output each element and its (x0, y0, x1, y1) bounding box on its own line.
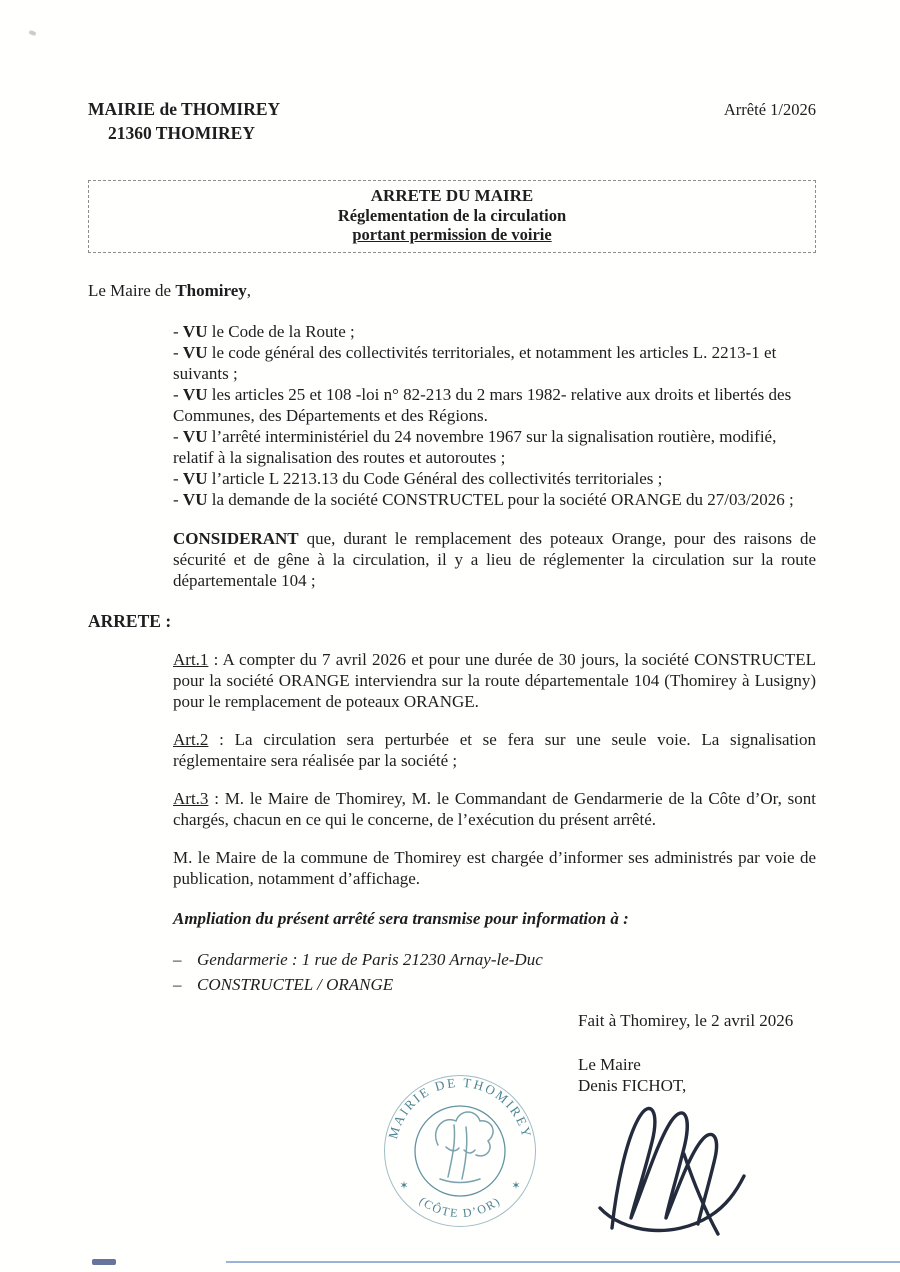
arrete-heading-label: ARRETE (88, 611, 161, 631)
intro-prefix: Le Maire de (88, 281, 176, 300)
vu-text: l’article L 2213.13 du Code Général des collectivités territoriales ; (207, 469, 663, 488)
stamp-star-right: ✶ (511, 1180, 521, 1192)
ampliation-heading: Ampliation du présent arrêté sera transmise pour information à : (173, 909, 629, 928)
title-line-3: portant permission de voirie (352, 225, 552, 244)
vu-text: le code général des collectivités territoriales, et notamment les articles L. 2213-1 et suivants ; (173, 343, 777, 383)
issuer-name: MAIRIE de THOMIREY (88, 99, 281, 119)
issuer-block (88, 98, 280, 144)
vu-dash: - (173, 490, 183, 509)
considerant-text: que, durant le remplacement des poteaux Orange, pour des raisons de sécurité et de gêne à la circulation, il y a lieu de réglementer la circulation sur la route départementale 104 ; (173, 529, 816, 590)
intro-suffix: , (246, 281, 252, 300)
vu-item (173, 489, 816, 510)
article-2-label: Art.2 (173, 730, 209, 749)
municipal-stamp (381, 1072, 539, 1230)
intro-line (88, 280, 816, 301)
vu-item (173, 384, 816, 426)
place-date-line: Fait à Thomirey, le 2 avril 2026 (578, 1011, 794, 1030)
article-3-separator: : (208, 789, 225, 808)
vu-dash: - (173, 385, 183, 404)
signer-role: Le Maire (578, 1055, 641, 1074)
vu-label: VU (182, 427, 208, 446)
vu-list (173, 321, 816, 510)
vu-item (173, 342, 816, 384)
article-3 (173, 788, 816, 830)
title-line-2: Réglementation de la circulation (337, 206, 567, 225)
ampliation-item-text: CONSTRUCTEL / ORANGE (197, 975, 394, 994)
article-1-text: A compter du 7 avril 2026 et pour une durée de 30 jours, la société CONSTRUCTEL pour la société ORANGE interviendra sur la route départementale 104 (Thomirey à Lusigny) pour le remplacement de poteaux ORANGE. (173, 650, 816, 711)
vu-label: VU (182, 322, 208, 341)
publication-paragraph: M. le Maire de la commune de Thomirey est chargée d’informer ses administrés par voie de publication, notamment d’affichage. (173, 848, 816, 888)
arrete-heading (88, 611, 816, 632)
title-line-1: ARRETE DU MAIRE (370, 186, 534, 205)
decree-reference: Arrêté 1/2026 (723, 100, 816, 119)
ampliation-item-text: Gendarmerie : 1 rue de Paris 21230 Arnay-le-Duc (197, 950, 543, 969)
stamp-arc-top-text: MAIRIE DE THOMIREY (385, 1074, 535, 1141)
vu-dash: - (173, 427, 183, 446)
article-2-separator: : (208, 730, 235, 749)
vu-text: l’arrêté interministériel du 24 novembre 1967 sur la signalisation routière, modifié, relatif à la signalisation des routes et autoroutes ; (173, 427, 777, 467)
document-content (88, 98, 816, 1096)
intro-commune-name: Thomirey (175, 281, 247, 300)
scan-artifact-speck (29, 30, 37, 36)
vu-text: la demande de la société CONSTRUCTEL pour la société ORANGE du 27/03/2026 ; (207, 490, 794, 509)
ampliation-item (173, 972, 816, 997)
article-1-label: Art.1 (173, 650, 209, 669)
vu-dash: - (173, 322, 183, 341)
vu-label: VU (182, 385, 208, 404)
vu-dash: - (173, 469, 183, 488)
scan-artifact-line (226, 1261, 900, 1263)
signature-scribble (586, 1090, 756, 1240)
vu-text: les articles 25 et 108 -loi n° 82-213 du 2 mars 1982- relative aux droits et libertés des Communes, des Départements et des Régions. (173, 385, 792, 425)
title-box (88, 180, 816, 253)
vu-item (173, 468, 816, 489)
stamp-emblem (436, 1112, 493, 1183)
issuer-postal: 21360 THOMIREY (108, 123, 255, 143)
svg-text:MAIRIE DE THOMIREY (385, 1075, 535, 1141)
svg-text:(CÔTE D’OR) (417, 1194, 504, 1221)
scan-artifact-mark (92, 1259, 116, 1265)
signature-stroke-main (612, 1108, 717, 1228)
article-1 (173, 649, 816, 712)
article-3-text: M. le Maire de Thomirey, M. le Commandant de Gendarmerie de la Côte d’Or, sont chargés, chacun en ce qui le concerne, de l’exécution du présent arrêté. (173, 789, 816, 829)
ampliation-item-marker: – (173, 950, 182, 969)
vu-text: le Code de la Route ; (207, 322, 355, 341)
article-3-label: Art.3 (173, 789, 209, 808)
article-1-separator: : (208, 650, 223, 669)
ampliation-item-marker: – (173, 975, 182, 994)
considerant-label: CONSIDERANT (173, 529, 299, 548)
stamp-arc-bottom-text: (CÔTE D’OR) (416, 1193, 504, 1221)
vu-label: VU (182, 469, 208, 488)
considerant-paragraph (173, 528, 816, 591)
vu-label: VU (182, 343, 208, 362)
article-2-text: La circulation sera perturbée et se fera sur une seule voie. La signalisation réglementaire sera réalisée par la société ; (173, 730, 816, 770)
ampliation-list (173, 947, 816, 997)
arrete-heading-suffix: : (160, 611, 172, 631)
vu-label: VU (182, 490, 208, 509)
vu-item (173, 321, 816, 342)
vu-item (173, 426, 816, 468)
signer-name: Denis FICHOT, (578, 1076, 687, 1095)
vu-dash: - (173, 343, 183, 362)
ampliation-item (173, 947, 816, 972)
stamp-star-left: ✶ (399, 1180, 409, 1192)
document-header (88, 98, 816, 144)
article-2 (173, 729, 816, 771)
